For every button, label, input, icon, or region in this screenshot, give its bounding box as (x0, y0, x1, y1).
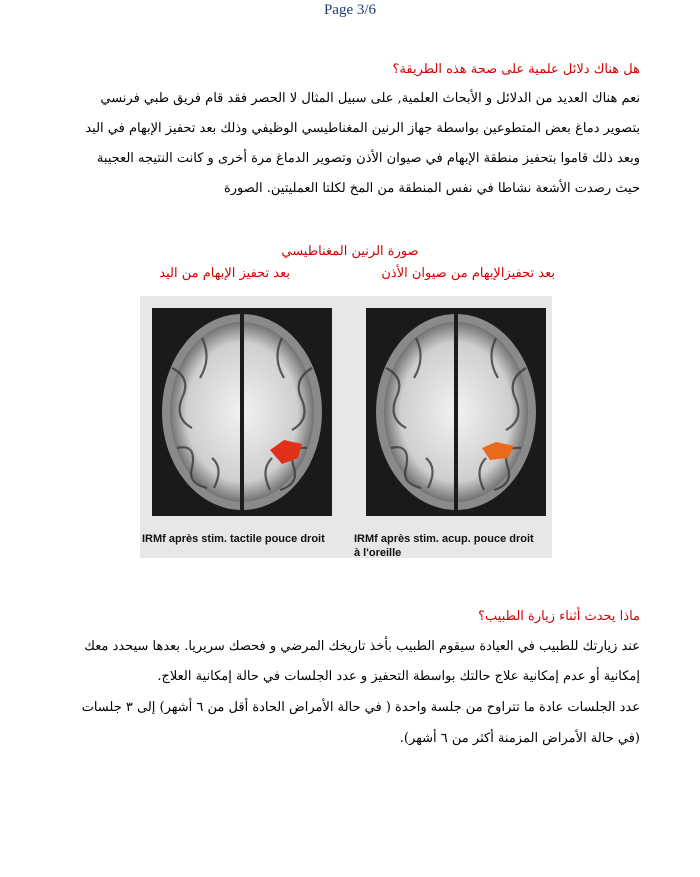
paragraph-line: نعم هناك العديد من الدلائل و الأبحاث العلمية, على سبيل المثال لا الحصر فقد قام فريق طبي فرنسي (100, 91, 640, 106)
paragraph-line: حيث رصدت الأشعة نشاطا في نفس المنطقة من المخ لكلتا العمليتين. الصورة (223, 181, 640, 196)
mri-figure (140, 296, 552, 558)
page-number: Page 3/6 (323, 2, 377, 18)
section-heading-visit: ماذا يحدث أثناء زيارة الطبيب؟ (478, 609, 640, 624)
figure-title: صورة الرنين المغناطيسي (281, 244, 419, 259)
paragraph-line: إمكانية أو عدم إمكانية علاج حالتك بواسطة التحفيز و عدد الجلسات في حالة إمكانية العلاج. (157, 669, 640, 684)
paragraph-line: عند زيارتك للطبيب في العيادة سيقوم الطبيب بأخذ تاريخك المرضي و فحصك سريريا. بعدها سيحدد معك (84, 639, 640, 654)
paragraph-line: عدد الجلسات عادة ما تتراوح من جلسة واحدة ( في حالة الأمراض الحادة أقل من ٦ أشهر) إلى ٣ جلسات (81, 700, 640, 715)
figure-caption-hand: بعد تحفيز الإبهام من اليد (159, 266, 290, 281)
scan-label-hand: IRMf après stim. tactile pouce droit (142, 533, 325, 545)
scan-label-ear-line1: IRMf après stim. acup. pouce droit (354, 533, 534, 545)
scan-label-ear-line2: à l'oreille (354, 547, 402, 559)
figure-caption-ear: بعد تحفيزالإبهام من صيوان الأذن (381, 266, 555, 281)
brain-scan-hand (152, 308, 332, 516)
section-heading-evidence: هل هناك دلائل علمية على صحة هذه الطريقة؟ (392, 62, 640, 77)
paragraph-line: وبعد ذلك قاموا بتحفيز منطقة الإبهام في صيوان الأذن وتصوير الدماغ مرة أخرى و كانت النتيجه العجيبة (96, 151, 640, 166)
paragraph-line: (في حالة الأمراض المزمنة أكثر من ٦ أشهر). (399, 731, 640, 746)
paragraph-line: بتصوير دماغ بعض المتطوعين بواسطة جهاز الرنين المغناطيسي الوظيفي وذلك بعد تحفيز الإبهام في اليد (85, 121, 640, 136)
scan-label-ear (354, 532, 552, 560)
brain-scan-ear (366, 308, 546, 516)
